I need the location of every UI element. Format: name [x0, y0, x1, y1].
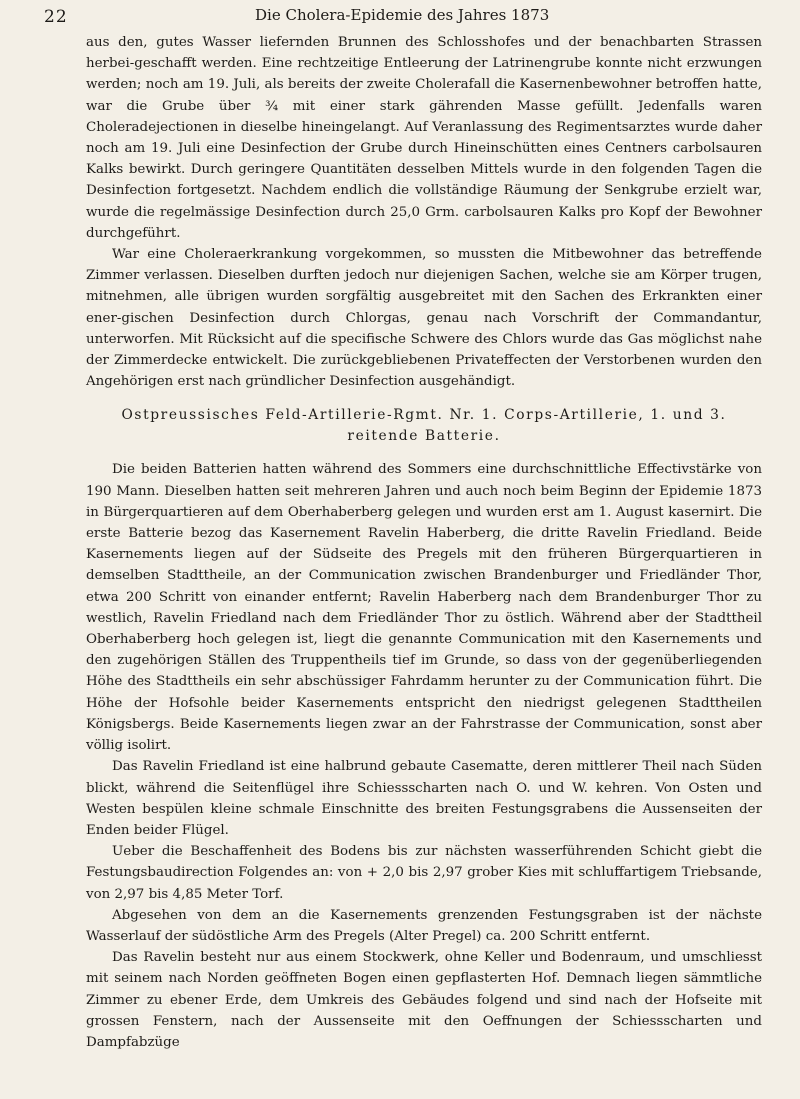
- body-text: [86, 32, 762, 1053]
- paragraph: aus den, gutes Wasser liefernden Brunnen des Schlosshofes und der benachbarten Strassen herbei-geschafft werden. Eine rechtzeitige Entleerung der Latrinengrube konnte nicht erzwungen werden; noch am 19. Juli, als bereits der zweite Cholerafall die Kasernenbewohner betroffen hatte, war die Grube über ¾ mit einer stark gährenden Masse gefüllt. Jedenfalls waren Choleradejectionen in dieselbe hineingelangt. Auf Veranlassung des Regimentsarztes wurde daher noch am 19. Juli eine Desinfection der Grube durch Hineinschütten eines Centners carbolsauren Kalks bewirkt. Durch geringere Quantitäten desselben Mittels wurde in den folgenden Tagen die Desinfection fortgesetzt. Nachdem endlich die vollständige Räumung der Senkgrube erzielt war, wurde die regelmässige Desinfection durch 25,0 Grm. carbolsauren Kalks pro Kopf der Bewohner durchgeführt.: [86, 35, 762, 241]
- paragraph: Das Ravelin Friedland ist eine halbrund gebaute Casematte, deren mittlerer Theil nach Süden blickt, während die Seitenflügel ihre Schiessscharten nach O. und W. kehren. Von Osten und Westen bespülen kleine schmale Einschnitte des breiten Festungsgrabens die Aussenseiten der Enden beider Flügel.: [86, 759, 762, 838]
- section-heading: Ostpreussisches Feld-Artillerie-Rgmt. Nr. 1. Corps-Artillerie, 1. und 3. reitende Batterie.: [121, 407, 727, 445]
- page-number: 22: [44, 7, 68, 27]
- paragraph: Ueber die Beschaffenheit des Bodens bis zur nächsten wasserführenden Schicht giebt die Festungsbaudirection Folgendes an: von + 2,0 bis 2,97 grober Kies mit schluffartigem Triebsande, von 2,97 bis 4,85 Meter Torf.: [86, 844, 762, 902]
- paragraph: Das Ravelin besteht nur aus einem Stockwerk, ohne Keller und Bodenraum, und umschliesst mit seinem nach Norden geöffneten Bogen einen gepflasterten Hof. Demnach liegen sämmtliche Zimmer zu ebener Erde, dem Umkreis des Gebäudes folgend und sind nach der Hofseite mit grossen Fenstern, nach der Aussenseite mit den Oeffnungen der Schiessscharten und Dampfabzüge: [86, 950, 762, 1050]
- paragraph: Die beiden Batterien hatten während des Sommers eine durchschnittliche Effectivstärke von 190 Mann. Dieselben hatten seit mehreren Jahren und auch noch beim Beginn der Epidemie 1873 in Bürgerquartieren auf dem Oberhaberberg gelegen und wurden erst am 1. August kasernirt. Die erste Batterie bezog das Kasernement Ravelin Haberberg, die dritte Ravelin Friedland. Beide Kasernements liegen auf der Südseite des Pregels mit den früheren Bürgerquartieren in demselben Stadttheile, an der Communication zwischen Brandenburger und Friedländer Thor, etwa 200 Schritt von einander entfernt; Ravelin Haberberg nach dem Brandenburger Thor zu westlich, Ravelin Friedland nach dem Friedländer Thor zu östlich. Während aber der Stadttheil Oberhaberberg hoch gelegen ist, liegt die genannte Communication mit den Kasernements und den zugehörigen Ställen des Truppentheils tief im Grunde, so dass von der gegenüberliegenden Höhe des Stadttheils ein sehr abschüssiger Fahrdamm herunter zu der Communication führt. Die Höhe der Hofsohle beider Kasernements entspricht den niedrigst gelegenen Stadttheilen Königsbergs. Beide Kasernements liegen zwar an der Fahrstrasse der Communication, sonst aber völlig isolirt.: [86, 462, 762, 754]
- paragraph: Abgesehen von dem an die Kasernements grenzenden Festungsgraben ist der nächste Wasserlauf der südöstliche Arm des Pregels (Alter Pregel) ca. 200 Schritt entfernt.: [86, 907, 762, 944]
- paragraph: War eine Choleraerkrankung vorgekommen, so mussten die Mitbewohner das betreffende Zimmer verlassen. Dieselben durften jedoch nur diejenigen Sachen, welche sie am Körper trugen, mitnehmen, alle übrigen wurden sorgfältig ausgebreitet mit den Sachen des Erkrankten einer ener-gischen Desinfection durch Chlorgas, genau nach Vorschrift der Commandantur, unterworfen. Mit Rücksicht auf die specifische Schwere des Chlors wurde das Gas möglichst nahe der Zimmerdecke entwickelt. Die zurückgebliebenen Privateffecten der Verstorbenen wurden den Angehörigen erst nach gründlicher Desinfection ausgehändigt.: [86, 247, 762, 390]
- running-title: Die Cholera-Epidemie des Jahres 1873: [255, 6, 550, 24]
